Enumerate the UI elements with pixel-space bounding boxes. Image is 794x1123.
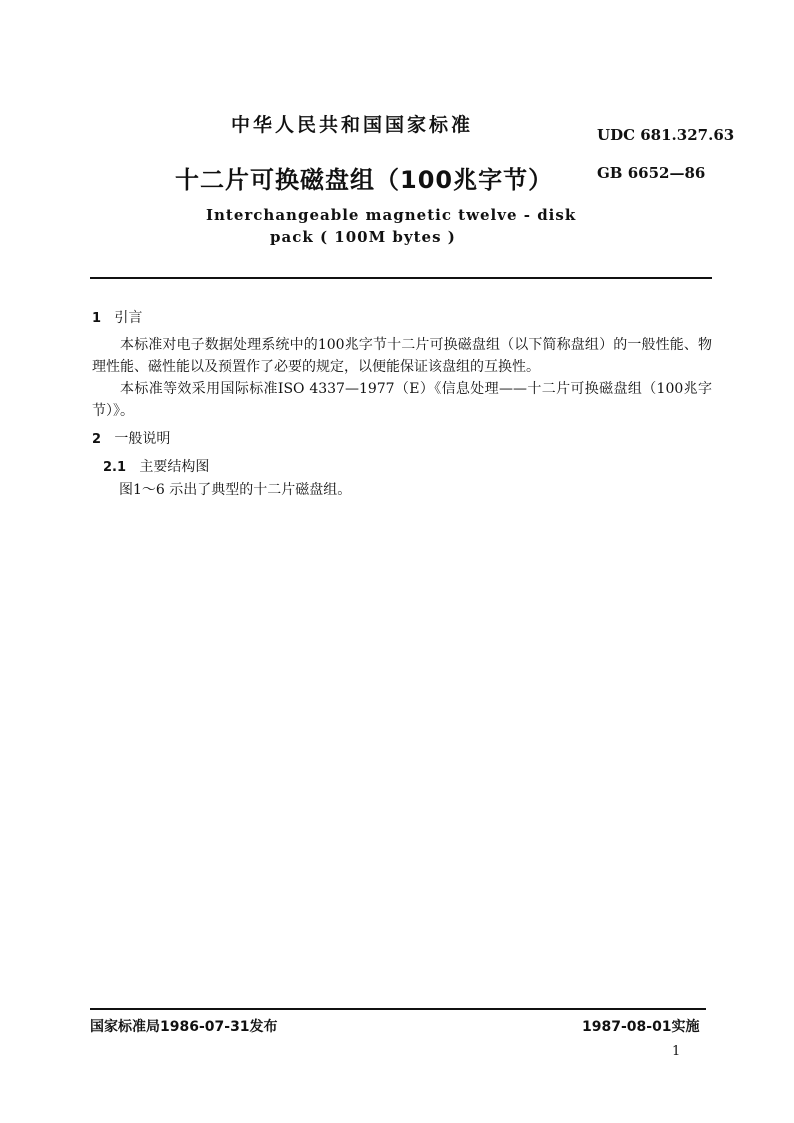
section-title: 一般说明	[114, 431, 171, 447]
subsection-2-1-heading	[103, 456, 209, 479]
section-number: 1	[92, 311, 102, 326]
paragraph-intro-scope: 本标准对电子数据处理系统中的100兆字节十二片可换磁盘组（以下简称盘组）的一般性能、物理性能、磁性能以及预置作了必要的规定，以便能保证该盘组的互换性。	[92, 337, 712, 375]
page-number: 1	[672, 1044, 681, 1059]
document-title-english-line2: pack ( 100M bytes )	[270, 228, 456, 246]
document-title-english-line1: Interchangeable magnetic twelve - disk	[206, 206, 577, 224]
section-1-heading	[92, 307, 142, 330]
gb-standard-number: GB 6652—86	[597, 164, 706, 182]
header-divider	[90, 277, 712, 279]
standard-organization: 中华人民共和国国家标准	[231, 114, 474, 136]
section-number: 2	[92, 432, 102, 447]
effective-date: 1987-08-01实施	[582, 1019, 700, 1035]
paragraph-figures: 图1～6 示出了典型的十二片磁盘组。	[119, 482, 352, 498]
footer-divider	[90, 1008, 706, 1010]
subsection-number: 2.1	[103, 460, 127, 475]
section-title: 引言	[114, 310, 143, 326]
document-title-chinese: 十二片可换磁盘组（100兆字节）	[175, 166, 554, 194]
section-2-heading	[92, 428, 170, 451]
issue-date: 国家标准局1986-07-31发布	[90, 1019, 278, 1035]
paragraph-intro-equivalence: 本标准等效采用国际标准ISO 4337—1977（E）《信息处理——十二片可换磁盘组（100兆字节）》。	[92, 381, 712, 419]
subsection-title: 主要结构图	[139, 459, 210, 475]
udc-code: UDC 681.327.63	[597, 126, 735, 144]
